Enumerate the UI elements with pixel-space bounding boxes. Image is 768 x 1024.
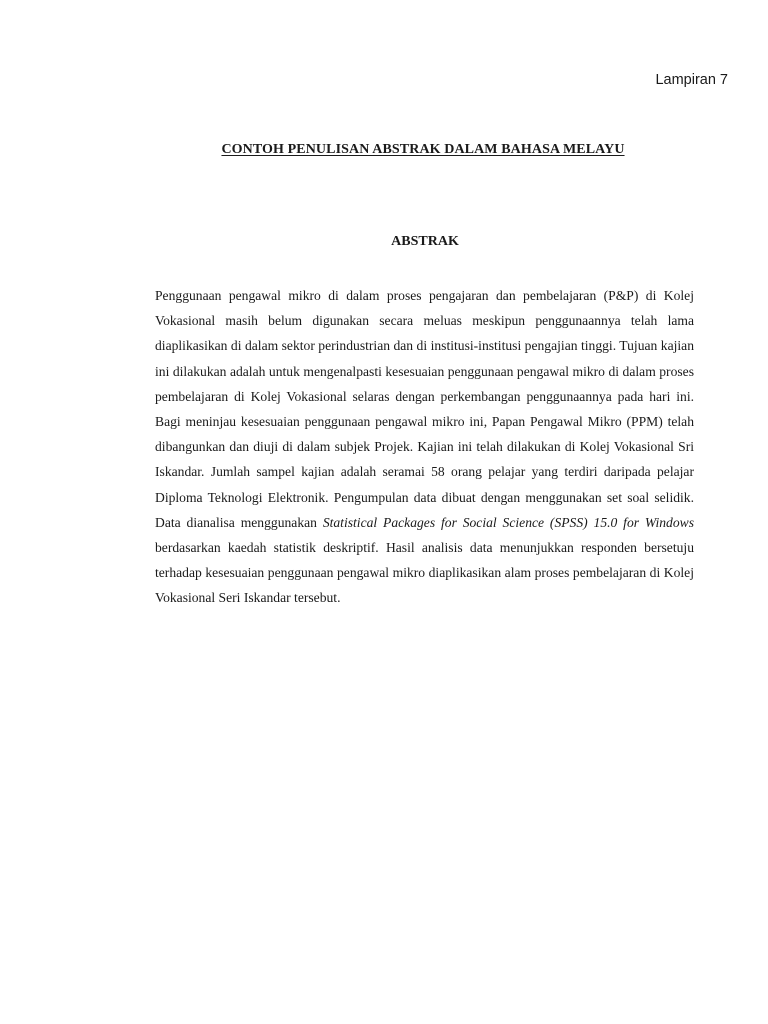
document-heading: CONTOH PENULISAN ABSTRAK DALAM BAHASA MELAYU — [221, 142, 625, 157]
abstract-title: ABSTRAK — [391, 234, 459, 249]
abstract-text-part-1: Penggunaan pengawal mikro di dalam proses pengajaran dan pembelajaran (P&P) di Kolej Vokasional masih belum digunakan secara meluas meskipun penggunaannya telah lama diaplikasikan di dalam sektor perindustrian dan di institusi-institusi pengajian tinggi. Tujuan kajian ini dilakukan adalah untuk mengenalpasti kesesuaian penggunaan pengawal mikro di dalam proses pembelajaran di Kolej Vokasional selaras dengan perkembangan penggunaannya pada hari ini. Bagi meninjau kesesuaian penggunaan pengawal mikro ini, Papan Pengawal Mikro (PPM) telah dibangunkan dan diuji di dalam subjek Projek. Kajian ini telah dilakukan di Kolej Vokasional Sri Iskandar. Jumlah sampel kajian adalah seramai 58 orang pelajar yang terdiri daripada pelajar Diploma Teknologi Elektronik. Pengumpulan data dibuat dengan menggunakan set soal selidik. Data dianalisa menggunakan — [155, 288, 694, 530]
abstract-paragraph — [155, 283, 694, 611]
abstract-text-italic: Statistical Packages for Social Science (SPSS) 15.0 for Windows — [322, 514, 694, 530]
abstract-text-part-2: berdasarkan kaedah statistik deskriptif. Hasil analisis data menunjukkan responden bersetuju terhadap kesesuaian penggunaan pengawal mikro diaplikasikan alam proses pembelajaran di Kolej Vokasional Seri Iskandar tersebut. — [155, 540, 694, 606]
appendix-label: Lampiran 7 — [655, 72, 728, 88]
